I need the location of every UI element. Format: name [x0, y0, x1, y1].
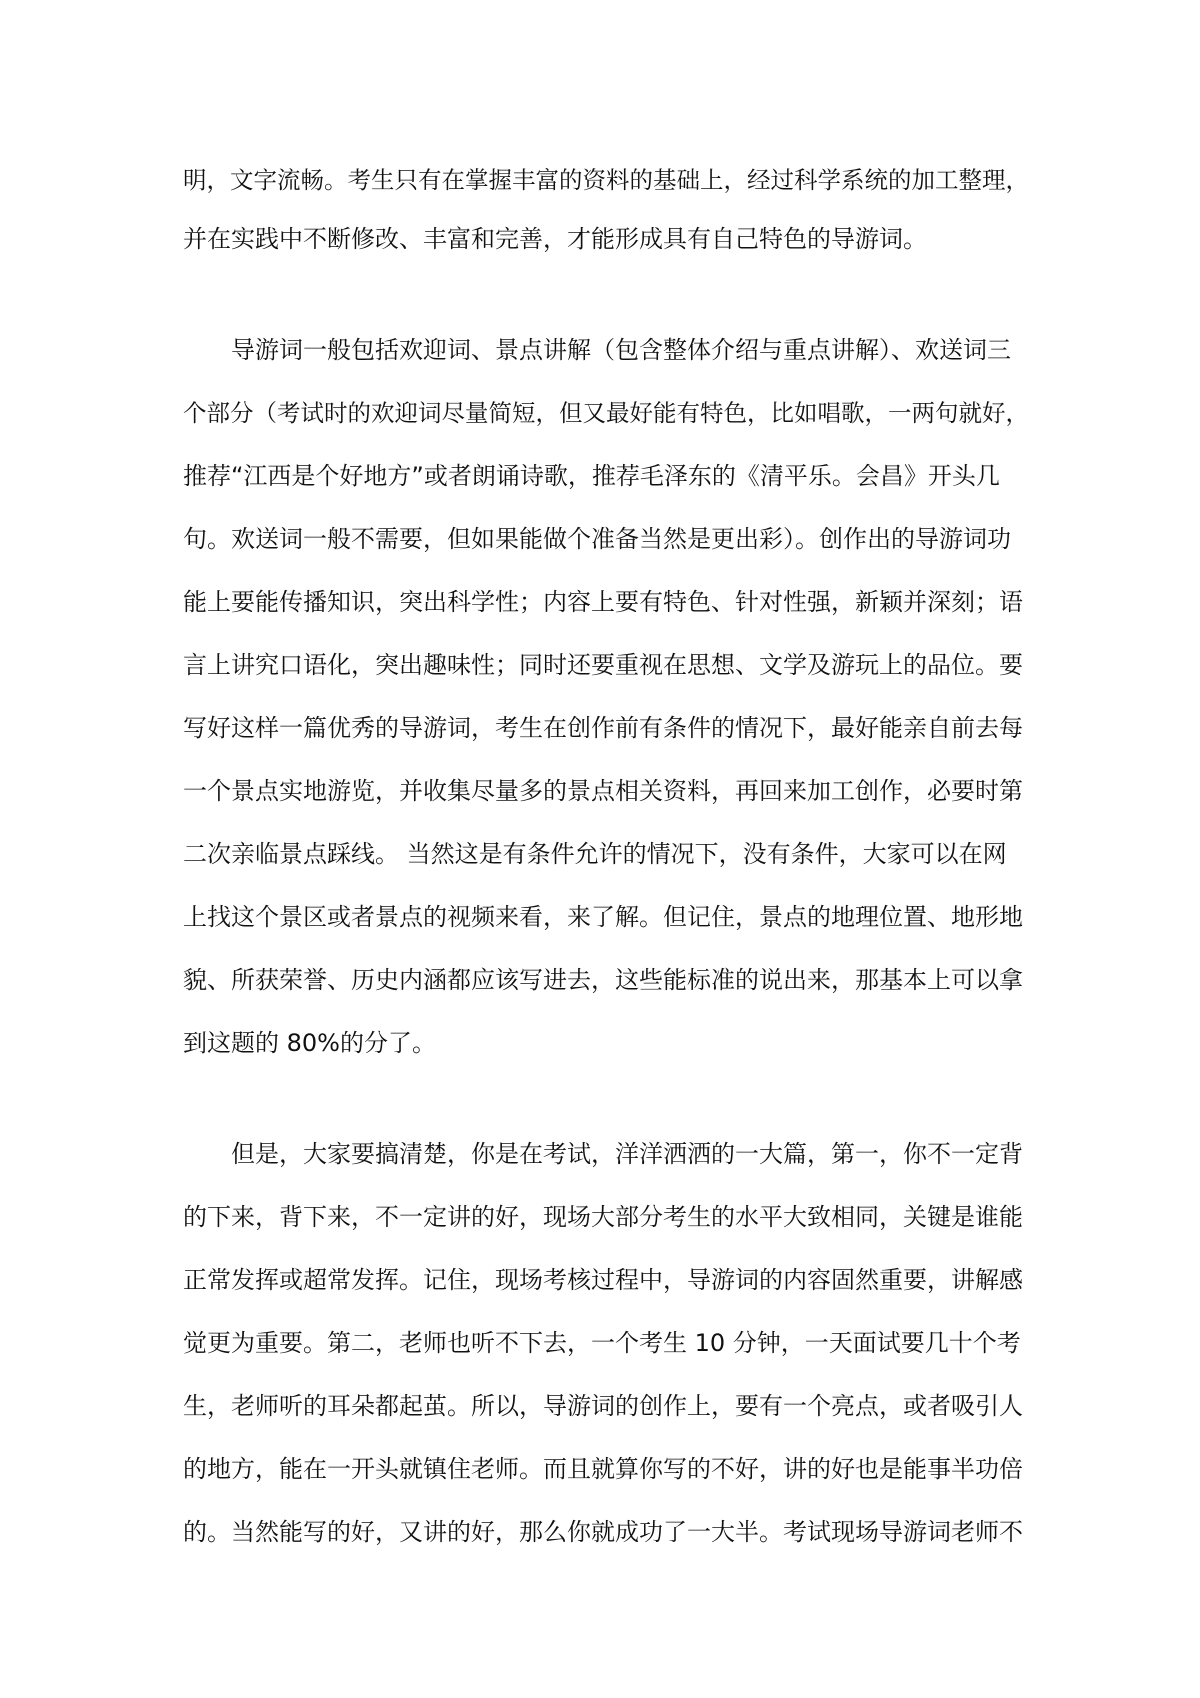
- text-line: 个部分（考试时的欢迎词尽量简短，但又最好能有特色，比如唱歌，一两句就好，: [183, 399, 1029, 427]
- text-line: 二次亲临景点踩线。 当然这是有条件允许的情况下，没有条件，大家可以在网: [183, 840, 1007, 868]
- text-line: 的下来，背下来，不一定讲的好，现场大部分考生的水平大致相同，关键是谁能: [183, 1203, 1023, 1231]
- text-line: 并在实践中不断修改、丰富和完善，才能形成具有自己特色的导游词。: [183, 225, 927, 253]
- text-line: 写好这样一篇优秀的导游词，考生在创作前有条件的情况下，最好能亲自前去每: [183, 714, 1023, 742]
- text-line: 的地方，能在一开头就镇住老师。而且就算你写的不好，讲的好也是能事半功倍: [183, 1455, 1023, 1483]
- text-line: 但是，大家要搞清楚，你是在考试，洋洋洒洒的一大篇，第一，你不一定背: [231, 1140, 1023, 1168]
- text-line: 明，文字流畅。考生只有在掌握丰富的资料的基础上，经过科学系统的加工整理，: [183, 166, 1029, 194]
- text-line: 一个景点实地游览，并收集尽量多的景点相关资料，再回来加工创作，必要时第: [183, 777, 1023, 805]
- text-line: 上找这个景区或者景点的视频来看，来了解。但记住，景点的地理位置、地形地: [183, 903, 1023, 931]
- text-line: 的。当然能写的好，又讲的好，那么你就成功了一大半。考试现场导游词老师不: [183, 1518, 1023, 1546]
- text-line: 推荐“江西是个好地方”或者朗诵诗歌，推荐毛泽东的《清平乐。会昌》开头几: [183, 462, 1000, 490]
- text-line: 貌、所获荣誉、历史内涵都应该写进去，这些能标准的说出来，那基本上可以拿: [183, 966, 1023, 994]
- text-line: 言上讲究口语化，突出趣味性；同时还要重视在思想、文学及游玩上的品位。要: [183, 651, 1023, 679]
- text-line: 到这题的 80%的分了。: [183, 1029, 436, 1057]
- text-line: 能上要能传播知识，突出科学性；内容上要有特色、针对性强，新颖并深刻；语: [183, 588, 1023, 616]
- text-line: 生，老师听的耳朵都起茧。所以，导游词的创作上，要有一个亮点，或者吸引人: [183, 1392, 1023, 1420]
- text-line: 导游词一般包括欢迎词、景点讲解（包含整体介绍与重点讲解）、欢送词三: [231, 336, 1011, 364]
- text-line: 句。欢送词一般不需要，但如果能做个准备当然是更出彩）。创作出的导游词功: [183, 525, 1011, 553]
- text-line: 正常发挥或超常发挥。记住，现场考核过程中，导游词的内容固然重要，讲解感: [183, 1266, 1023, 1294]
- text-line: 觉更为重要。第二，老师也听不下去，一个考生 10 分钟，一天面试要几十个考: [183, 1329, 1021, 1357]
